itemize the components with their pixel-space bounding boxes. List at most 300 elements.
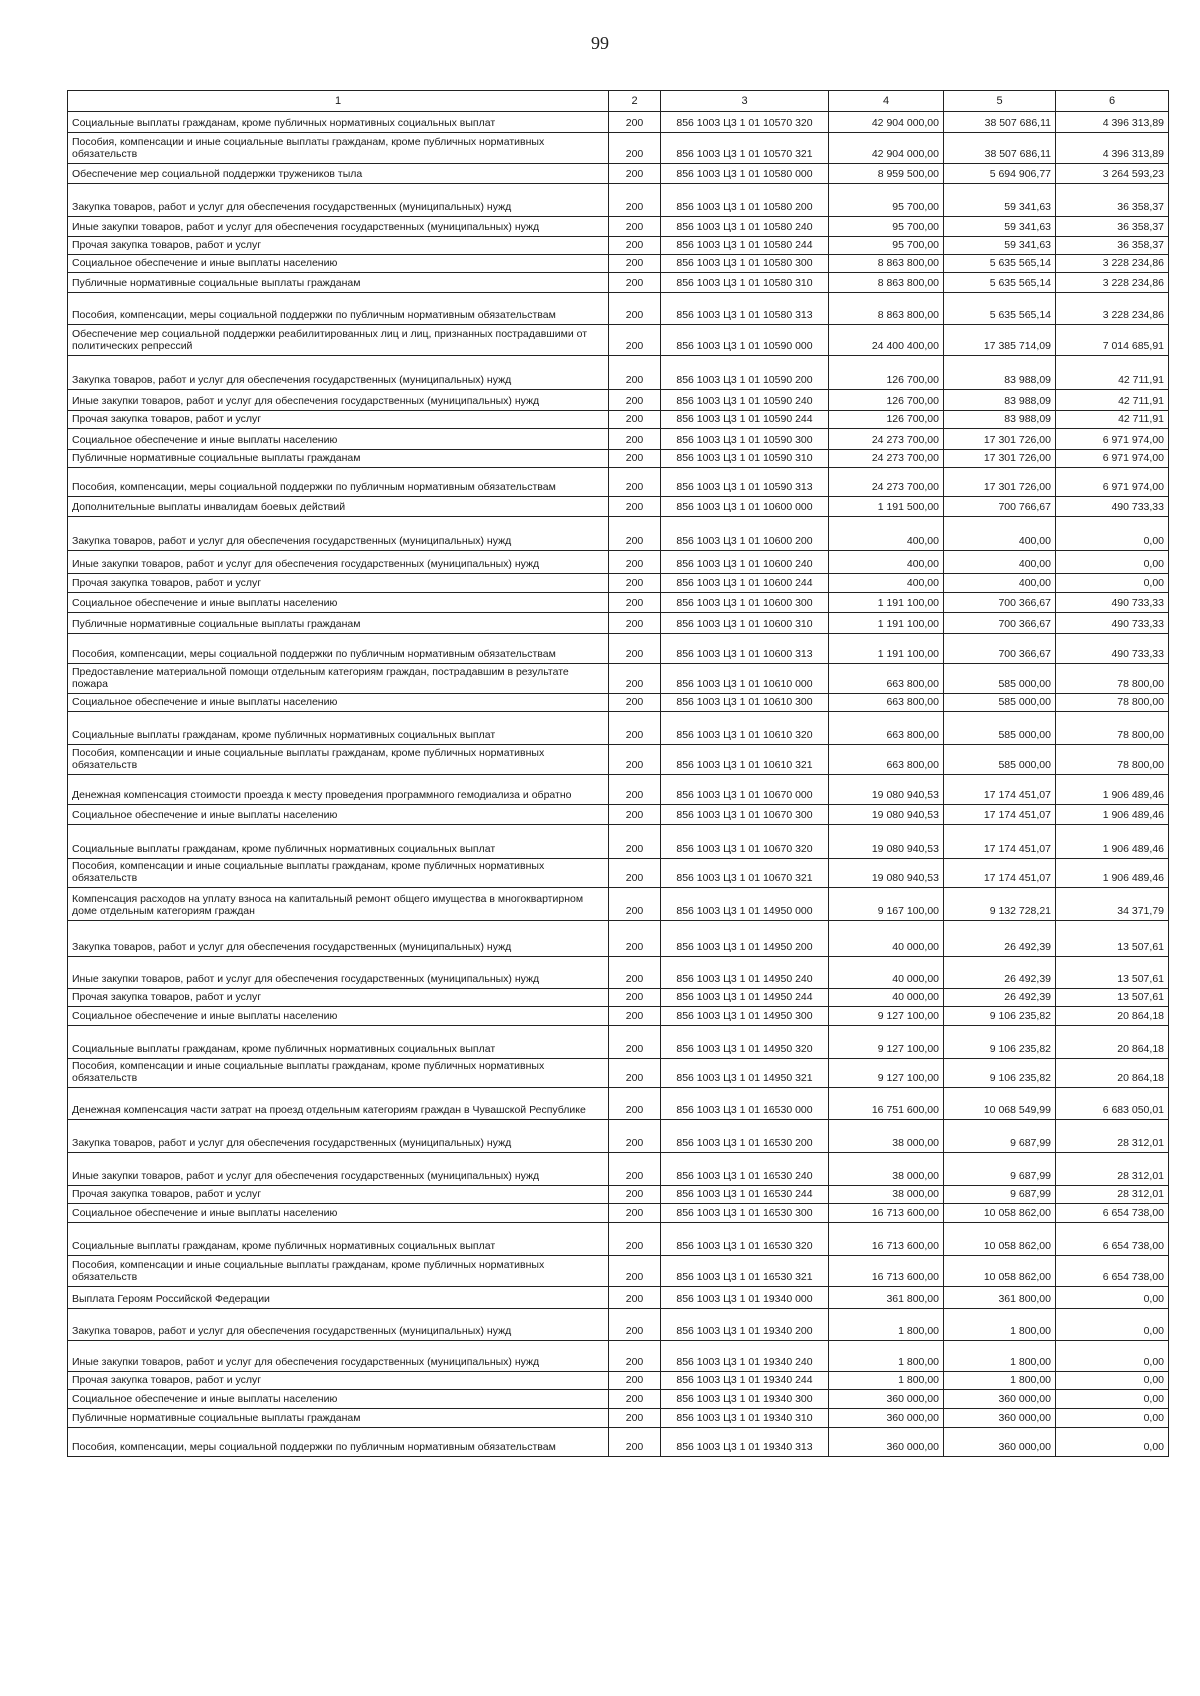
row-value-col4: 9 127 100,00 — [829, 1026, 944, 1059]
row-classification-code: 856 1003 Ц3 1 01 10600 310 — [661, 613, 829, 634]
row-name: Компенсация расходов на уплату взноса на капитальный ремонт общего имущества в многоквартирном доме отдельным категориям граждан — [68, 888, 609, 921]
row-ved-code: 200 — [609, 1026, 661, 1059]
row-ved-code: 200 — [609, 184, 661, 217]
row-value-col5: 585 000,00 — [944, 745, 1056, 775]
row-value-col4: 9 127 100,00 — [829, 1007, 944, 1026]
row-value-col5: 360 000,00 — [944, 1390, 1056, 1409]
row-value-col4: 663 800,00 — [829, 712, 944, 745]
row-value-col6: 36 358,37 — [1056, 237, 1169, 255]
row-ved-code: 200 — [609, 1372, 661, 1390]
table-row — [68, 593, 1169, 613]
table-row — [68, 1026, 1169, 1059]
row-ved-code: 200 — [609, 217, 661, 237]
row-name: Пособия, компенсации и иные социальные выплаты гражданам, кроме публичных нормативных обязательств — [68, 859, 609, 888]
table-row — [68, 1088, 1169, 1120]
row-value-col6: 0,00 — [1056, 1428, 1169, 1457]
page-number: 99 — [591, 33, 609, 53]
table-row — [68, 1186, 1169, 1204]
row-classification-code: 856 1003 Ц3 1 01 10600 200 — [661, 517, 829, 551]
row-value-col6: 7 014 685,91 — [1056, 325, 1169, 356]
row-classification-code: 856 1003 Ц3 1 01 10600 244 — [661, 574, 829, 593]
row-ved-code: 200 — [609, 517, 661, 551]
table-row — [68, 1007, 1169, 1026]
row-ved-code: 200 — [609, 859, 661, 888]
row-name: Иные закупки товаров, работ и услуг для обеспечения государственных (муниципальных) нужд — [68, 1341, 609, 1372]
row-value-col6: 36 358,37 — [1056, 184, 1169, 217]
row-value-col5: 17 301 726,00 — [944, 468, 1056, 497]
row-name: Пособия, компенсации, меры социальной поддержки по публичным нормативным обязательствам — [68, 1428, 609, 1457]
row-value-col4: 8 863 800,00 — [829, 273, 944, 293]
row-value-col4: 8 959 500,00 — [829, 164, 944, 184]
row-name: Социальные выплаты гражданам, кроме публичных нормативных социальных выплат — [68, 825, 609, 859]
row-value-col5: 700 366,67 — [944, 634, 1056, 664]
row-value-col5: 10 058 862,00 — [944, 1256, 1056, 1287]
row-ved-code: 200 — [609, 1007, 661, 1026]
row-ved-code: 200 — [609, 712, 661, 745]
row-value-col5: 1 800,00 — [944, 1341, 1056, 1372]
row-value-col4: 40 000,00 — [829, 921, 944, 957]
row-ved-code: 200 — [609, 1223, 661, 1256]
row-ved-code: 200 — [609, 957, 661, 989]
row-classification-code: 856 1003 Ц3 1 01 10590 240 — [661, 390, 829, 411]
row-value-col5: 17 174 451,07 — [944, 805, 1056, 825]
budget-table — [67, 90, 1169, 1457]
row-name: Иные закупки товаров, работ и услуг для обеспечения государственных (муниципальных) нужд — [68, 957, 609, 989]
row-name: Социальное обеспечение и иные выплаты населению — [68, 805, 609, 825]
row-classification-code: 856 1003 Ц3 1 01 10670 300 — [661, 805, 829, 825]
table-row — [68, 450, 1169, 468]
row-value-col6: 36 358,37 — [1056, 217, 1169, 237]
row-ved-code: 200 — [609, 325, 661, 356]
row-classification-code: 856 1003 Ц3 1 01 16530 300 — [661, 1204, 829, 1223]
row-value-col6: 0,00 — [1056, 1341, 1169, 1372]
row-ved-code: 200 — [609, 613, 661, 634]
row-value-col5: 400,00 — [944, 551, 1056, 574]
row-value-col4: 16 751 600,00 — [829, 1088, 944, 1120]
row-name: Закупка товаров, работ и услуг для обеспечения государственных (муниципальных) нужд — [68, 921, 609, 957]
row-ved-code: 200 — [609, 551, 661, 574]
row-ved-code: 200 — [609, 825, 661, 859]
row-classification-code: 856 1003 Ц3 1 01 14950 320 — [661, 1026, 829, 1059]
table-row — [68, 989, 1169, 1007]
row-value-col4: 19 080 940,53 — [829, 775, 944, 805]
row-value-col4: 24 273 700,00 — [829, 429, 944, 450]
row-value-col4: 8 863 800,00 — [829, 293, 944, 325]
row-value-col5: 17 301 726,00 — [944, 429, 1056, 450]
row-ved-code: 200 — [609, 356, 661, 390]
column-header-5: 5 — [944, 91, 1056, 112]
row-classification-code: 856 1003 Ц3 1 01 10580 300 — [661, 255, 829, 273]
row-classification-code: 856 1003 Ц3 1 01 16530 240 — [661, 1153, 829, 1186]
table-row — [68, 429, 1169, 450]
row-ved-code: 200 — [609, 805, 661, 825]
row-name: Закупка товаров, работ и услуг для обеспечения государственных (муниципальных) нужд — [68, 1120, 609, 1153]
row-value-col6: 42 711,91 — [1056, 356, 1169, 390]
row-value-col4: 38 000,00 — [829, 1120, 944, 1153]
row-classification-code: 856 1003 Ц3 1 01 19340 000 — [661, 1287, 829, 1309]
table-body — [68, 112, 1169, 1457]
row-ved-code: 200 — [609, 411, 661, 429]
row-value-col5: 9 687,99 — [944, 1153, 1056, 1186]
row-value-col5: 400,00 — [944, 574, 1056, 593]
row-value-col6: 6 654 738,00 — [1056, 1204, 1169, 1223]
row-value-col4: 360 000,00 — [829, 1390, 944, 1409]
row-classification-code: 856 1003 Ц3 1 01 10610 300 — [661, 694, 829, 712]
table-row — [68, 1309, 1169, 1341]
row-name: Социальное обеспечение и иные выплаты населению — [68, 593, 609, 613]
row-ved-code: 200 — [609, 450, 661, 468]
row-classification-code: 856 1003 Ц3 1 01 10580 240 — [661, 217, 829, 237]
row-classification-code: 856 1003 Ц3 1 01 10600 300 — [661, 593, 829, 613]
row-value-col6: 28 312,01 — [1056, 1120, 1169, 1153]
row-classification-code: 856 1003 Ц3 1 01 10670 321 — [661, 859, 829, 888]
row-classification-code: 856 1003 Ц3 1 01 10670 000 — [661, 775, 829, 805]
row-value-col5: 83 988,09 — [944, 356, 1056, 390]
row-value-col4: 24 273 700,00 — [829, 468, 944, 497]
header-row — [68, 91, 1169, 112]
row-value-col6: 78 800,00 — [1056, 664, 1169, 694]
row-value-col5: 360 000,00 — [944, 1409, 1056, 1428]
row-value-col4: 95 700,00 — [829, 237, 944, 255]
row-value-col4: 663 800,00 — [829, 664, 944, 694]
row-name: Закупка товаров, работ и услуг для обеспечения государственных (муниципальных) нужд — [68, 1309, 609, 1341]
row-value-col6: 6 971 974,00 — [1056, 468, 1169, 497]
table-row — [68, 805, 1169, 825]
row-value-col6: 6 654 738,00 — [1056, 1223, 1169, 1256]
row-value-col6: 490 733,33 — [1056, 613, 1169, 634]
row-name: Закупка товаров, работ и услуг для обеспечения государственных (муниципальных) нужд — [68, 184, 609, 217]
column-header-3: 3 — [661, 91, 829, 112]
row-classification-code: 856 1003 Ц3 1 01 10570 321 — [661, 133, 829, 164]
row-name: Пособия, компенсации, меры социальной поддержки по публичным нормативным обязательствам — [68, 293, 609, 325]
table-row — [68, 325, 1169, 356]
table-row — [68, 613, 1169, 634]
row-value-col6: 1 906 489,46 — [1056, 825, 1169, 859]
row-value-col5: 585 000,00 — [944, 712, 1056, 745]
row-value-col5: 9 106 235,82 — [944, 1059, 1056, 1088]
row-value-col5: 1 800,00 — [944, 1372, 1056, 1390]
row-value-col4: 361 800,00 — [829, 1287, 944, 1309]
row-value-col5: 360 000,00 — [944, 1428, 1056, 1457]
row-value-col5: 59 341,63 — [944, 217, 1056, 237]
table-row — [68, 517, 1169, 551]
table-row — [68, 1153, 1169, 1186]
row-name: Социальные выплаты гражданам, кроме публичных нормативных социальных выплат — [68, 1223, 609, 1256]
row-value-col6: 3 228 234,86 — [1056, 293, 1169, 325]
row-classification-code: 856 1003 Ц3 1 01 19340 313 — [661, 1428, 829, 1457]
table-row — [68, 1409, 1169, 1428]
row-value-col4: 16 713 600,00 — [829, 1256, 944, 1287]
row-value-col5: 9 106 235,82 — [944, 1007, 1056, 1026]
row-value-col6: 20 864,18 — [1056, 1007, 1169, 1026]
row-name: Предоставление материальной помощи отдельным категориям граждан, пострадавшим в результате пожара — [68, 664, 609, 694]
row-ved-code: 200 — [609, 1059, 661, 1088]
row-name: Прочая закупка товаров, работ и услуг — [68, 237, 609, 255]
row-value-col6: 28 312,01 — [1056, 1153, 1169, 1186]
row-classification-code: 856 1003 Ц3 1 01 19340 244 — [661, 1372, 829, 1390]
row-value-col5: 10 058 862,00 — [944, 1204, 1056, 1223]
table-row — [68, 825, 1169, 859]
row-ved-code: 200 — [609, 1428, 661, 1457]
row-value-col4: 1 191 100,00 — [829, 593, 944, 613]
row-classification-code: 856 1003 Ц3 1 01 16530 320 — [661, 1223, 829, 1256]
row-value-col6: 3 228 234,86 — [1056, 255, 1169, 273]
row-ved-code: 200 — [609, 1309, 661, 1341]
row-value-col6: 490 733,33 — [1056, 497, 1169, 517]
row-value-col5: 59 341,63 — [944, 237, 1056, 255]
row-classification-code: 856 1003 Ц3 1 01 10590 300 — [661, 429, 829, 450]
row-value-col4: 9 127 100,00 — [829, 1059, 944, 1088]
row-ved-code: 200 — [609, 664, 661, 694]
row-name: Прочая закупка товаров, работ и услуг — [68, 574, 609, 593]
row-ved-code: 200 — [609, 775, 661, 805]
table-row — [68, 1287, 1169, 1309]
row-classification-code: 856 1003 Ц3 1 01 16530 000 — [661, 1088, 829, 1120]
table-row — [68, 1204, 1169, 1223]
row-value-col4: 1 800,00 — [829, 1341, 944, 1372]
row-value-col4: 38 000,00 — [829, 1186, 944, 1204]
row-value-col6: 34 371,79 — [1056, 888, 1169, 921]
row-value-col4: 40 000,00 — [829, 989, 944, 1007]
row-value-col4: 24 273 700,00 — [829, 450, 944, 468]
row-ved-code: 200 — [609, 273, 661, 293]
row-value-col6: 6 971 974,00 — [1056, 429, 1169, 450]
row-classification-code: 856 1003 Ц3 1 01 10570 320 — [661, 112, 829, 133]
table-row — [68, 859, 1169, 888]
row-value-col4: 1 800,00 — [829, 1309, 944, 1341]
row-ved-code: 200 — [609, 888, 661, 921]
row-ved-code: 200 — [609, 1204, 661, 1223]
row-value-col5: 10 068 549,99 — [944, 1088, 1056, 1120]
row-classification-code: 856 1003 Ц3 1 01 16530 200 — [661, 1120, 829, 1153]
row-value-col5: 5 635 565,14 — [944, 273, 1056, 293]
row-value-col4: 126 700,00 — [829, 356, 944, 390]
row-name: Прочая закупка товаров, работ и услуг — [68, 1372, 609, 1390]
row-name: Социальные выплаты гражданам, кроме публичных нормативных социальных выплат — [68, 112, 609, 133]
table-row — [68, 468, 1169, 497]
table-row — [68, 888, 1169, 921]
row-ved-code: 200 — [609, 694, 661, 712]
row-value-col5: 83 988,09 — [944, 390, 1056, 411]
row-ved-code: 200 — [609, 1409, 661, 1428]
table-row — [68, 217, 1169, 237]
row-value-col4: 1 800,00 — [829, 1372, 944, 1390]
row-value-col5: 9 106 235,82 — [944, 1026, 1056, 1059]
table-row — [68, 184, 1169, 217]
row-value-col5: 26 492,39 — [944, 921, 1056, 957]
row-ved-code: 200 — [609, 574, 661, 593]
table-header — [68, 91, 1169, 112]
row-ved-code: 200 — [609, 1186, 661, 1204]
row-value-col4: 42 904 000,00 — [829, 112, 944, 133]
row-value-col6: 490 733,33 — [1056, 634, 1169, 664]
row-value-col4: 9 167 100,00 — [829, 888, 944, 921]
table-row — [68, 775, 1169, 805]
row-value-col6: 3 264 593,23 — [1056, 164, 1169, 184]
row-ved-code: 200 — [609, 237, 661, 255]
row-name: Пособия, компенсации и иные социальные выплаты гражданам, кроме публичных нормативных обязательств — [68, 745, 609, 775]
row-name: Пособия, компенсации и иные социальные выплаты гражданам, кроме публичных нормативных обязательств — [68, 1256, 609, 1287]
row-value-col5: 9 687,99 — [944, 1120, 1056, 1153]
table-row — [68, 273, 1169, 293]
row-ved-code: 200 — [609, 593, 661, 613]
row-name: Социальное обеспечение и иные выплаты населению — [68, 1390, 609, 1409]
row-classification-code: 856 1003 Ц3 1 01 10580 200 — [661, 184, 829, 217]
row-value-col5: 361 800,00 — [944, 1287, 1056, 1309]
table-row — [68, 1120, 1169, 1153]
row-value-col4: 95 700,00 — [829, 217, 944, 237]
row-name: Дополнительные выплаты инвалидам боевых действий — [68, 497, 609, 517]
row-name: Прочая закупка товаров, работ и услуг — [68, 411, 609, 429]
row-classification-code: 856 1003 Ц3 1 01 10610 000 — [661, 664, 829, 694]
row-name: Социальное обеспечение и иные выплаты населению — [68, 1007, 609, 1026]
row-value-col6: 20 864,18 — [1056, 1059, 1169, 1088]
row-name: Социальное обеспечение и иные выплаты населению — [68, 1204, 609, 1223]
row-value-col6: 78 800,00 — [1056, 694, 1169, 712]
row-name: Закупка товаров, работ и услуг для обеспечения государственных (муниципальных) нужд — [68, 356, 609, 390]
row-ved-code: 200 — [609, 1088, 661, 1120]
row-value-col4: 1 191 500,00 — [829, 497, 944, 517]
row-name: Иные закупки товаров, работ и услуг для обеспечения государственных (муниципальных) нужд — [68, 551, 609, 574]
row-ved-code: 200 — [609, 1287, 661, 1309]
row-value-col4: 400,00 — [829, 517, 944, 551]
row-value-col6: 42 711,91 — [1056, 411, 1169, 429]
row-value-col6: 0,00 — [1056, 1372, 1169, 1390]
row-value-col6: 13 507,61 — [1056, 989, 1169, 1007]
row-value-col4: 95 700,00 — [829, 184, 944, 217]
row-ved-code: 200 — [609, 989, 661, 1007]
row-name: Социальные выплаты гражданам, кроме публичных нормативных социальных выплат — [68, 712, 609, 745]
row-value-col4: 400,00 — [829, 574, 944, 593]
row-classification-code: 856 1003 Ц3 1 01 19340 310 — [661, 1409, 829, 1428]
row-value-col4: 400,00 — [829, 551, 944, 574]
column-header-4: 4 — [829, 91, 944, 112]
row-classification-code: 856 1003 Ц3 1 01 10600 000 — [661, 497, 829, 517]
table-row — [68, 634, 1169, 664]
row-classification-code: 856 1003 Ц3 1 01 14950 240 — [661, 957, 829, 989]
row-value-col5: 26 492,39 — [944, 989, 1056, 1007]
row-name: Социальное обеспечение и иные выплаты населению — [68, 255, 609, 273]
row-value-col5: 10 058 862,00 — [944, 1223, 1056, 1256]
row-value-col6: 0,00 — [1056, 1287, 1169, 1309]
table-row — [68, 745, 1169, 775]
row-value-col5: 83 988,09 — [944, 411, 1056, 429]
column-header-2: 2 — [609, 91, 661, 112]
row-name: Публичные нормативные социальные выплаты гражданам — [68, 1409, 609, 1428]
row-ved-code: 200 — [609, 429, 661, 450]
row-ved-code: 200 — [609, 634, 661, 664]
row-name: Социальное обеспечение и иные выплаты населению — [68, 694, 609, 712]
row-ved-code: 200 — [609, 921, 661, 957]
row-name: Иные закупки товаров, работ и услуг для обеспечения государственных (муниципальных) нужд — [68, 390, 609, 411]
row-value-col5: 17 301 726,00 — [944, 450, 1056, 468]
row-value-col5: 38 507 686,11 — [944, 112, 1056, 133]
row-classification-code: 856 1003 Ц3 1 01 10580 000 — [661, 164, 829, 184]
row-value-col6: 6 654 738,00 — [1056, 1256, 1169, 1287]
row-ved-code: 200 — [609, 164, 661, 184]
row-value-col6: 4 396 313,89 — [1056, 133, 1169, 164]
row-value-col4: 8 863 800,00 — [829, 255, 944, 273]
table-row — [68, 1059, 1169, 1088]
row-ved-code: 200 — [609, 745, 661, 775]
row-value-col6: 0,00 — [1056, 517, 1169, 551]
row-value-col6: 0,00 — [1056, 551, 1169, 574]
row-name: Пособия, компенсации, меры социальной поддержки по публичным нормативным обязательствам — [68, 634, 609, 664]
row-name: Денежная компенсация стоимости проезда к месту проведения программного гемодиализа и обратно — [68, 775, 609, 805]
row-value-col5: 5 694 906,77 — [944, 164, 1056, 184]
row-value-col6: 13 507,61 — [1056, 957, 1169, 989]
row-value-col6: 20 864,18 — [1056, 1026, 1169, 1059]
row-value-col6: 1 906 489,46 — [1056, 805, 1169, 825]
table-row — [68, 664, 1169, 694]
row-value-col5: 17 174 451,07 — [944, 825, 1056, 859]
row-ved-code: 200 — [609, 468, 661, 497]
table-row — [68, 574, 1169, 593]
row-value-col6: 78 800,00 — [1056, 712, 1169, 745]
row-value-col4: 126 700,00 — [829, 411, 944, 429]
row-value-col4: 16 713 600,00 — [829, 1223, 944, 1256]
table-row — [68, 390, 1169, 411]
table-row — [68, 1428, 1169, 1457]
row-name: Закупка товаров, работ и услуг для обеспечения государственных (муниципальных) нужд — [68, 517, 609, 551]
table-row — [68, 356, 1169, 390]
row-ved-code: 200 — [609, 1153, 661, 1186]
row-classification-code: 856 1003 Ц3 1 01 10590 313 — [661, 468, 829, 497]
row-ved-code: 200 — [609, 1341, 661, 1372]
row-value-col6: 490 733,33 — [1056, 593, 1169, 613]
row-value-col4: 663 800,00 — [829, 745, 944, 775]
row-name: Публичные нормативные социальные выплаты гражданам — [68, 613, 609, 634]
table-row — [68, 133, 1169, 164]
row-value-col5: 17 385 714,09 — [944, 325, 1056, 356]
row-value-col5: 5 635 565,14 — [944, 293, 1056, 325]
table-row — [68, 694, 1169, 712]
row-value-col4: 19 080 940,53 — [829, 825, 944, 859]
row-value-col6: 1 906 489,46 — [1056, 775, 1169, 805]
row-classification-code: 856 1003 Ц3 1 01 14950 321 — [661, 1059, 829, 1088]
row-value-col5: 700 366,67 — [944, 593, 1056, 613]
row-value-col5: 38 507 686,11 — [944, 133, 1056, 164]
row-value-col4: 38 000,00 — [829, 1153, 944, 1186]
row-value-col5: 26 492,39 — [944, 957, 1056, 989]
row-classification-code: 856 1003 Ц3 1 01 10580 310 — [661, 273, 829, 293]
row-value-col4: 42 904 000,00 — [829, 133, 944, 164]
row-classification-code: 856 1003 Ц3 1 01 14950 300 — [661, 1007, 829, 1026]
row-value-col4: 1 191 100,00 — [829, 634, 944, 664]
row-value-col6: 0,00 — [1056, 1390, 1169, 1409]
row-classification-code: 856 1003 Ц3 1 01 19340 200 — [661, 1309, 829, 1341]
row-name: Социальные выплаты гражданам, кроме публичных нормативных социальных выплат — [68, 1026, 609, 1059]
row-value-col6: 6 971 974,00 — [1056, 450, 1169, 468]
row-ved-code: 200 — [609, 1256, 661, 1287]
row-classification-code: 856 1003 Ц3 1 01 10610 321 — [661, 745, 829, 775]
row-classification-code: 856 1003 Ц3 1 01 10600 240 — [661, 551, 829, 574]
row-classification-code: 856 1003 Ц3 1 01 10580 313 — [661, 293, 829, 325]
row-value-col6: 3 228 234,86 — [1056, 273, 1169, 293]
row-name: Иные закупки товаров, работ и услуг для обеспечения государственных (муниципальных) нужд — [68, 217, 609, 237]
row-name: Прочая закупка товаров, работ и услуг — [68, 1186, 609, 1204]
row-classification-code: 856 1003 Ц3 1 01 10590 200 — [661, 356, 829, 390]
row-value-col4: 19 080 940,53 — [829, 859, 944, 888]
row-name: Социальное обеспечение и иные выплаты населению — [68, 429, 609, 450]
column-header-6: 6 — [1056, 91, 1169, 112]
row-value-col4: 40 000,00 — [829, 957, 944, 989]
table-row — [68, 497, 1169, 517]
row-classification-code: 856 1003 Ц3 1 01 19340 300 — [661, 1390, 829, 1409]
row-name: Иные закупки товаров, работ и услуг для обеспечения государственных (муниципальных) нужд — [68, 1153, 609, 1186]
row-classification-code: 856 1003 Ц3 1 01 10590 000 — [661, 325, 829, 356]
row-name: Денежная компенсация части затрат на проезд отдельным категориям граждан в Чувашской Республике — [68, 1088, 609, 1120]
